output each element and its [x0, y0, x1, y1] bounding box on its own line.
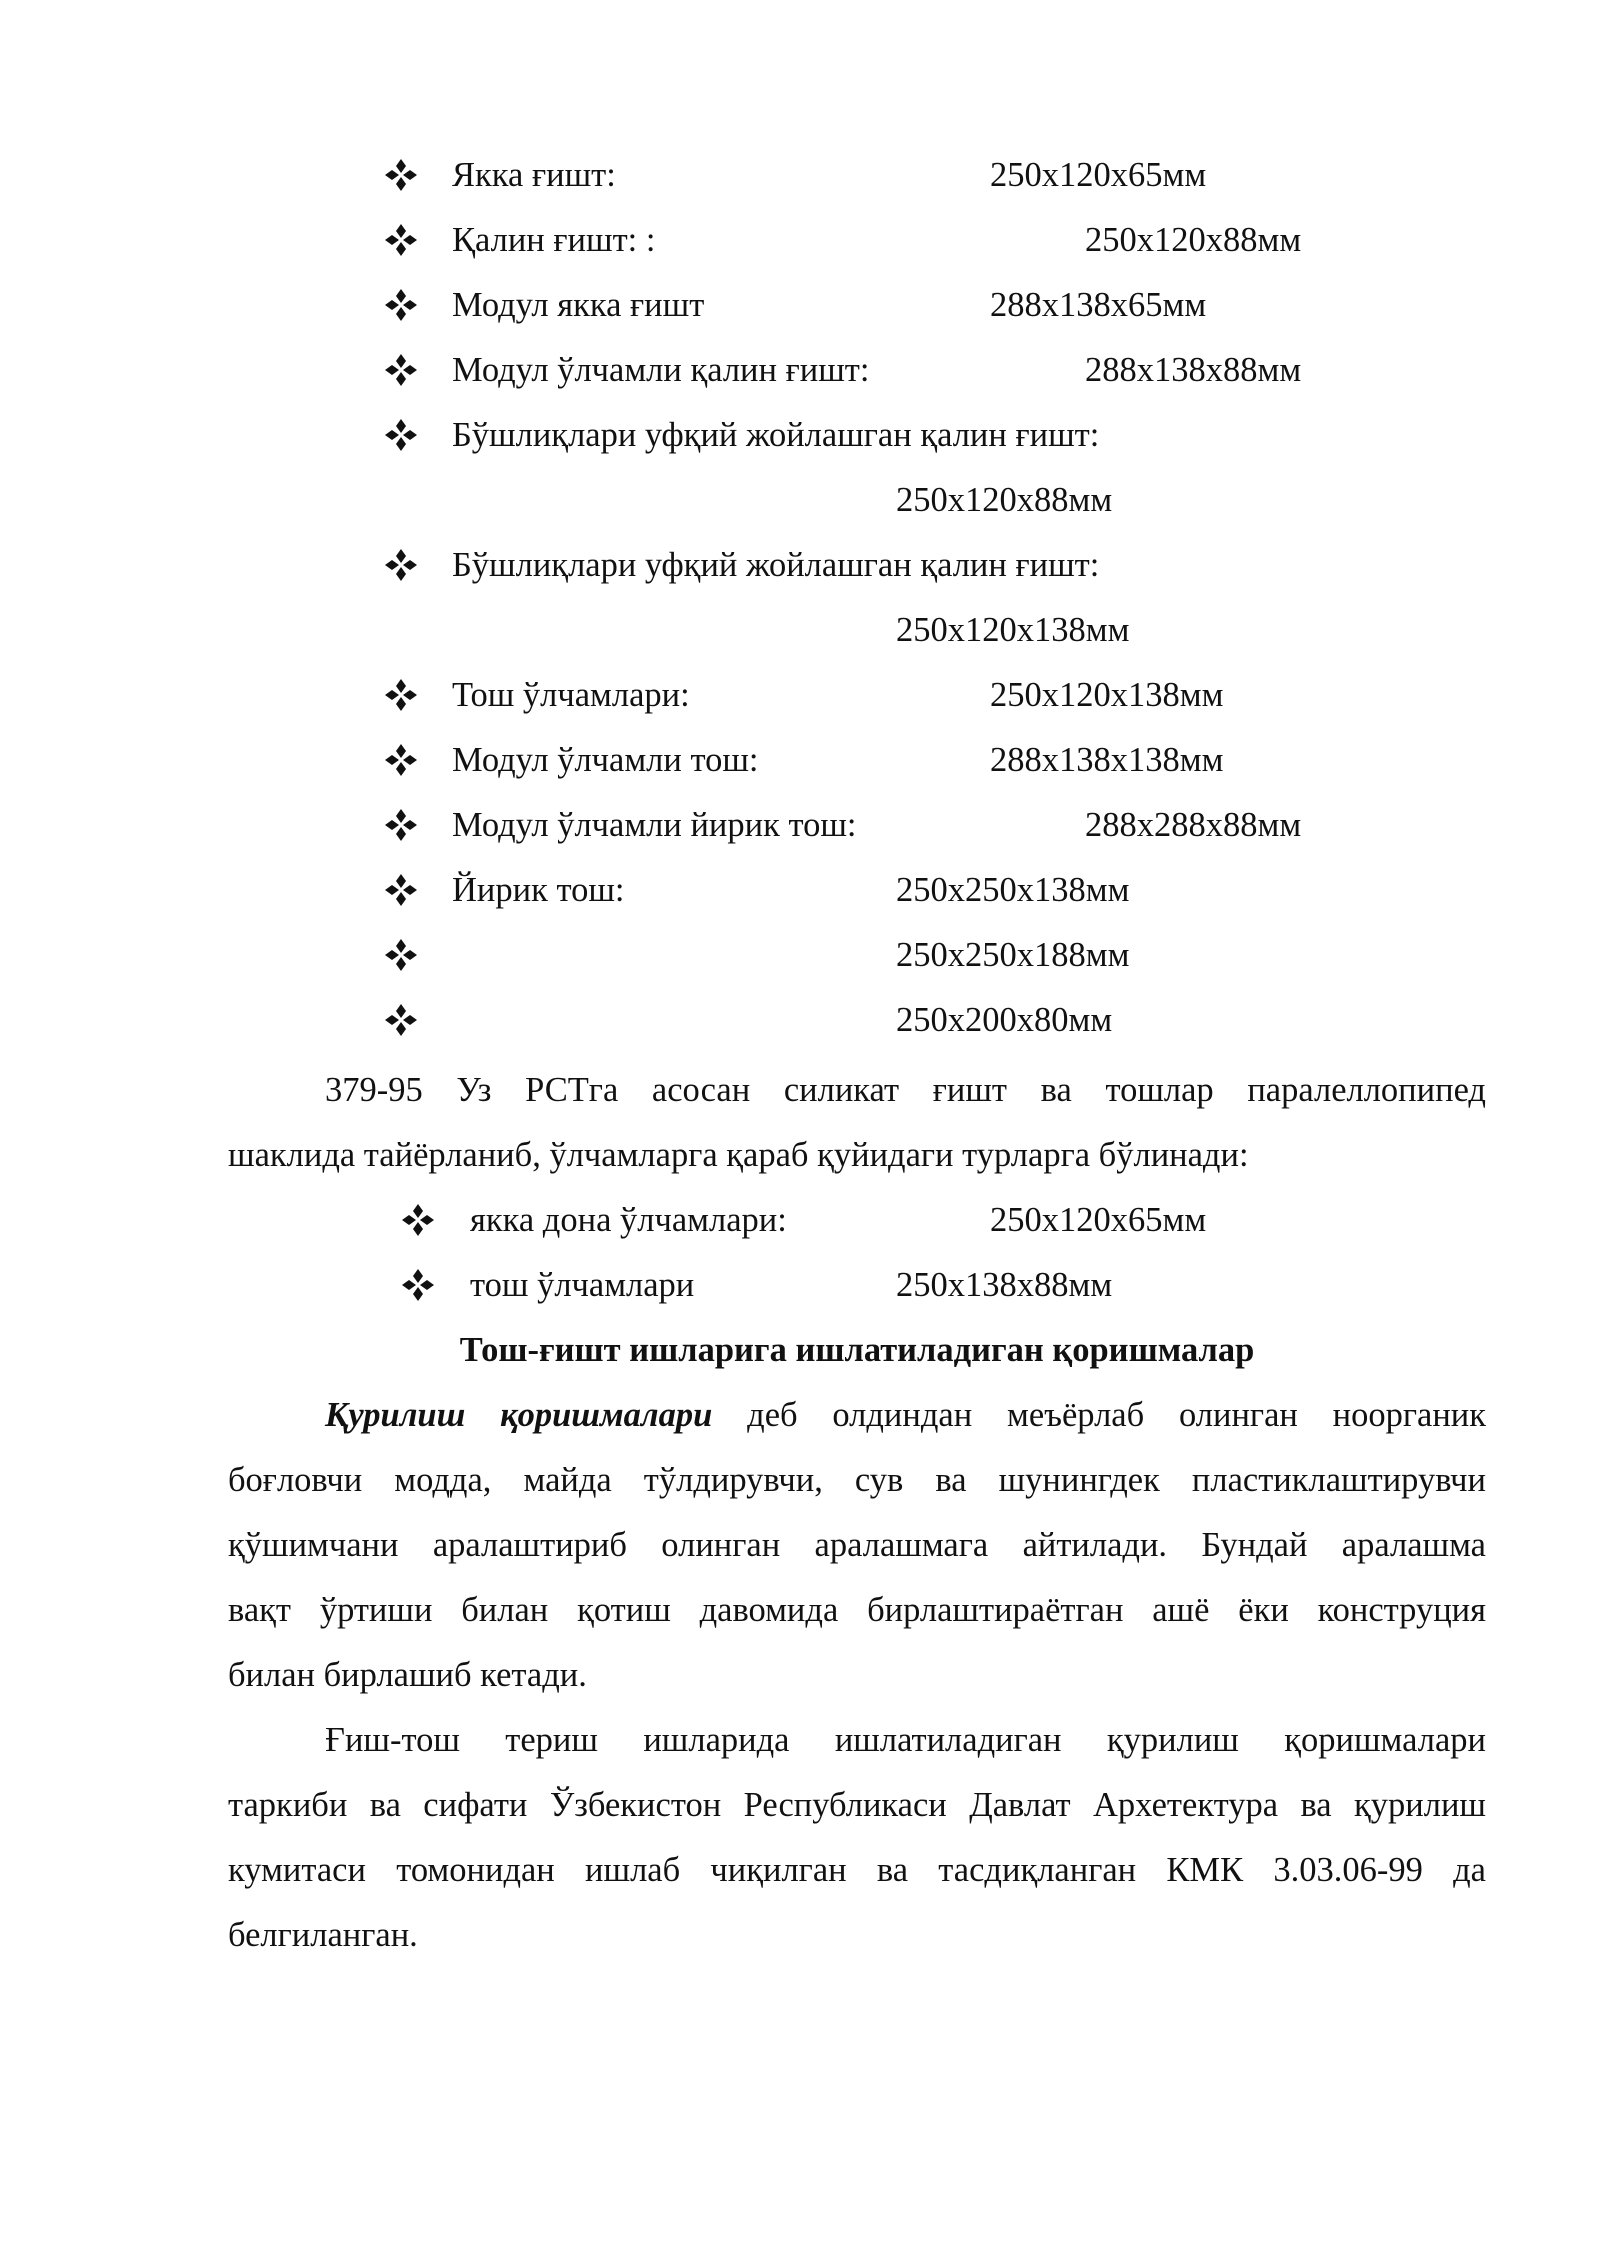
paragraph-line: белгиланган.	[228, 1916, 418, 1954]
list-item-label: Тош ўлчамлари:	[452, 676, 690, 714]
list-item-value: 288x138x88мм	[1085, 351, 1302, 389]
diamond-bullet-icon	[383, 677, 419, 713]
list-item-label: Модул ўлчамли тош:	[452, 741, 759, 779]
diamond-bullet-icon	[383, 937, 419, 973]
paragraph-line: 379-95 Уз РСТга асосан силикат ғишт ва тошлар паралеллопипед	[325, 1071, 1486, 1109]
list-item	[0, 403, 1600, 468]
list-item	[0, 793, 1600, 858]
list-item-value: 250x120x65мм	[990, 156, 1207, 194]
list-item	[0, 533, 1600, 598]
diamond-bullet-icon	[383, 352, 419, 388]
paragraph-line-rest: деб олдиндан меъёрлаб олинган ноорганик	[747, 1396, 1487, 1434]
paragraph-line: кумитаси томонидан ишлаб чиқилган ва тасдиқланган КМК 3.03.06-99 да	[228, 1851, 1486, 1889]
list-item-value: 250x200x80мм	[896, 1001, 1113, 1039]
list-item-value: 250x120x88мм	[1085, 221, 1302, 259]
list-item-value: 250x120x138мм	[896, 611, 1130, 649]
mortar-definition-paragraph	[228, 1383, 1486, 1708]
diamond-bullet-icon	[383, 547, 419, 583]
list-item-label: якка дона ўлчамлари:	[470, 1201, 787, 1239]
list-item	[0, 923, 1600, 988]
list-item-value: 250x250x188мм	[896, 936, 1130, 974]
list-item-label: Бўшлиқлари уфқий жойлашган қалин ғишт:	[452, 546, 1100, 584]
list-item-value: 288x138x65мм	[990, 286, 1207, 324]
diamond-bullet-icon	[383, 872, 419, 908]
diamond-bullet-icon	[400, 1202, 436, 1238]
list-item-value: 288x138x138мм	[990, 741, 1224, 779]
defined-term: Қурилиш қоришмалари	[325, 1396, 713, 1434]
diamond-bullet-icon	[383, 157, 419, 193]
diamond-bullet-icon	[383, 222, 419, 258]
paragraph-line: шаклида тайёрланиб, ўлчамларга қараб қуйидаги турларга бўлинади:	[228, 1136, 1249, 1174]
paragraph-line: билан бирлашиб кетади.	[228, 1656, 587, 1694]
list-item-label: Якка ғишт:	[452, 156, 616, 194]
mortar-standard-paragraph	[228, 1708, 1486, 1968]
list-item-label: Бўшлиқлари уфқий жойлашган қалин ғишт:	[452, 416, 1100, 454]
list-item	[0, 143, 1600, 208]
diamond-bullet-icon	[383, 287, 419, 323]
paragraph-line: қўшимчани аралаштириб олинган аралашмага айтилади. Бундай аралашма	[228, 1526, 1486, 1564]
list-item-label: Модул ўлчамли йирик тош:	[452, 806, 857, 844]
list-item-label: тош ўлчамлари	[470, 1266, 695, 1304]
diamond-bullet-icon	[383, 742, 419, 778]
list-item	[0, 988, 1600, 1053]
silicate-intro-paragraph	[228, 1058, 1486, 1188]
list-item	[0, 338, 1600, 403]
section-heading: Тош-ғишт ишларига ишлатиладиган қоришмалар	[459, 1331, 1255, 1369]
paragraph-line: Ғиш-тош териш ишларида ишлатиладиган қурилиш қоришмалари	[325, 1721, 1486, 1759]
diamond-bullet-icon	[383, 1002, 419, 1038]
list-item	[0, 728, 1600, 793]
list-item-value: 250x120x138мм	[990, 676, 1224, 714]
list-item	[0, 208, 1600, 273]
list-item-label: Қалин ғишт: :	[452, 221, 656, 259]
paragraph-line: вақт ўртиши билан қотиш давомида бирлаштираётган ашё ёки конструция	[228, 1591, 1486, 1629]
list-item-value: 250x250x138мм	[896, 871, 1130, 909]
diamond-bullet-icon	[383, 807, 419, 843]
list-item	[0, 273, 1600, 338]
list-item-value: 250x120x88мм	[896, 481, 1113, 519]
list-item-label: Йирик тош:	[452, 871, 625, 909]
list-item	[0, 663, 1600, 728]
paragraph-line: таркиби ва сифати Ўзбекистон Республикаси Давлат Архетектура ва қурилиш	[228, 1786, 1486, 1824]
diamond-bullet-icon	[383, 417, 419, 453]
list-item	[0, 1188, 1600, 1253]
list-item-label: Модул ўлчамли қалин ғишт:	[452, 351, 870, 389]
paragraph-line: боғловчи модда, майда тўлдирувчи, сув ва шунингдек пластиклаштирувчи	[228, 1461, 1486, 1499]
list-item	[0, 1253, 1600, 1318]
list-item-value: 250x138x88мм	[896, 1266, 1113, 1304]
list-item-label: Модул якка ғишт	[452, 286, 705, 324]
list-item-value: 288x288x88мм	[1085, 806, 1302, 844]
diamond-bullet-icon	[400, 1267, 436, 1303]
list-item	[0, 858, 1600, 923]
list-item-value: 250x120x65мм	[990, 1201, 1207, 1239]
paragraph-line	[228, 1383, 1486, 1448]
